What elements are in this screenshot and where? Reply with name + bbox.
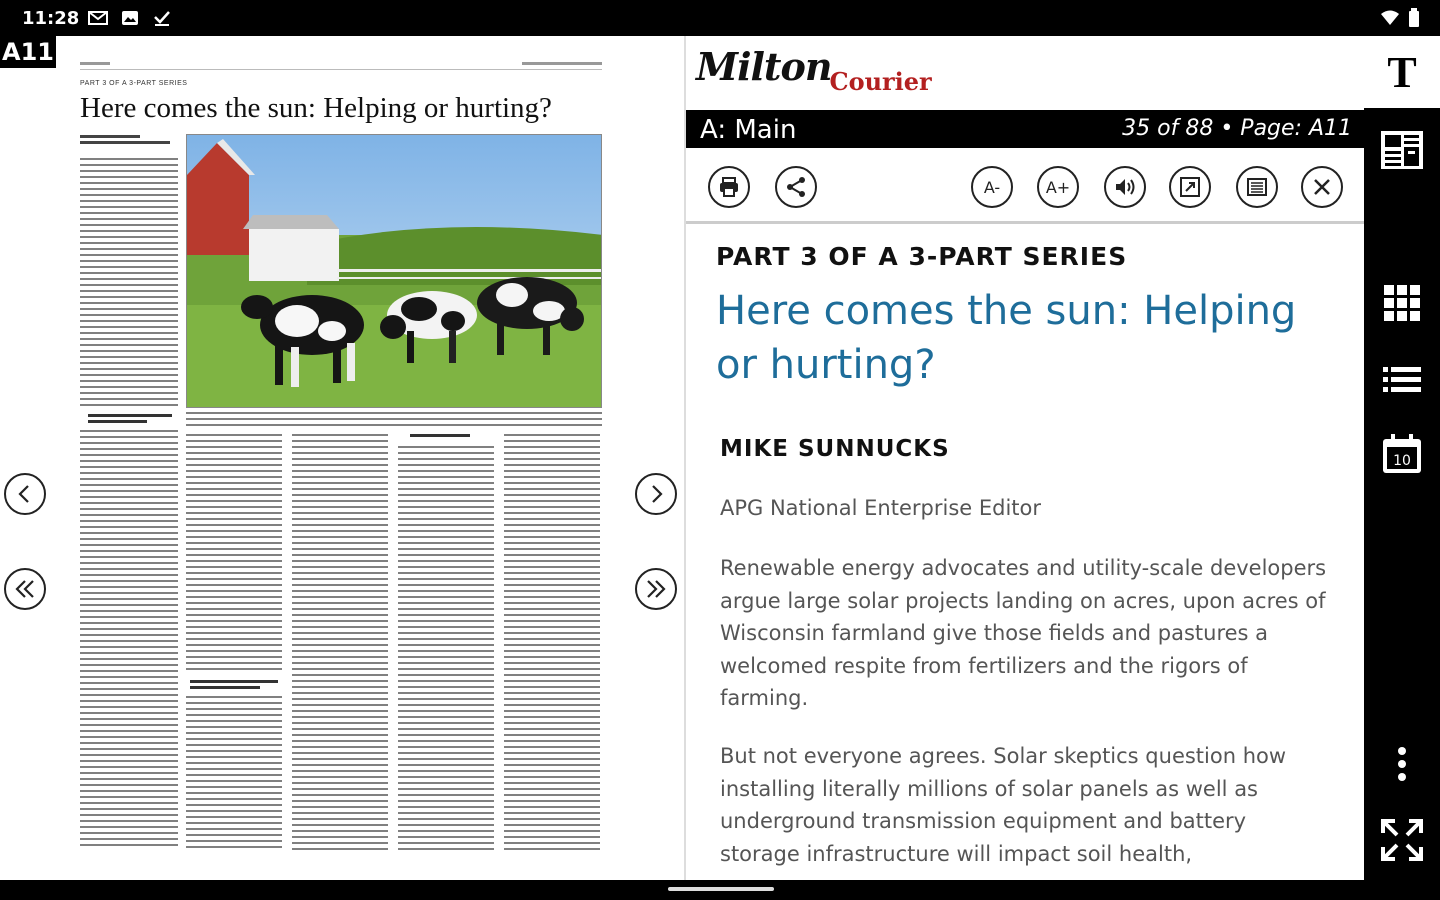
calendar-icon [1379, 431, 1425, 477]
text-column [504, 434, 600, 850]
article-reader[interactable] [684, 36, 1364, 880]
author-title: APG National Enterprise Editor [720, 496, 1042, 520]
text-column [80, 430, 178, 850]
column-subhead [88, 414, 172, 424]
page-info: 35 of 88 • Page: A11 [1122, 116, 1352, 141]
wifi-icon [1380, 9, 1400, 27]
read-aloud-button[interactable] [1104, 166, 1146, 208]
more-options-button[interactable] [1378, 740, 1426, 788]
article-paragraph: Renewable energy advocates and utility-scale developers argue large solar projects landing on acres, upon acres of Wisconsin farmland give those fields and pastures a welcomed respite from fertilizers and the rigors of farming. [720, 556, 1327, 710]
close-article-button[interactable] [1301, 166, 1343, 208]
newspaper-icon [1245, 175, 1269, 199]
notification-icons [88, 9, 172, 27]
print-button[interactable] [708, 166, 750, 208]
print-icon [717, 175, 741, 199]
logo-name: Milton [696, 44, 832, 89]
double-chevron-left-icon [14, 578, 36, 600]
status-bar [0, 0, 1440, 36]
section-bar [686, 110, 1364, 148]
page-header-rule [80, 62, 602, 70]
fullscreen-button[interactable] [1378, 816, 1426, 864]
text-column [398, 446, 494, 850]
publication-logo [696, 44, 932, 104]
text-mode-label: T [1387, 47, 1417, 97]
grid-icon [1379, 280, 1425, 326]
close-icon [1310, 175, 1334, 199]
article-author: MIKE SUNNUCKS [720, 436, 950, 462]
paper-kicker: PART 3 OF A 3-PART SERIES [80, 80, 188, 87]
image-icon [120, 9, 140, 27]
speaker-icon [1113, 175, 1137, 199]
chevron-left-icon [14, 483, 36, 505]
expand-page-icon [1178, 175, 1202, 199]
text-mode-button[interactable] [1364, 36, 1440, 108]
page-view-button[interactable] [1378, 126, 1426, 174]
newspaper-layout-icon [1379, 127, 1425, 173]
double-chevron-right-icon [645, 578, 667, 600]
newspaper-page-image[interactable] [80, 62, 602, 882]
more-vertical-icon [1379, 741, 1425, 787]
column-subhead [410, 434, 470, 444]
status-time: 11:28 [22, 8, 80, 29]
text-column [186, 434, 282, 674]
increase-font-button[interactable] [1037, 166, 1079, 208]
next-page-button[interactable] [635, 473, 677, 515]
calendar-button[interactable] [1378, 430, 1426, 478]
photo-caption [186, 412, 602, 428]
last-page-button[interactable] [635, 568, 677, 610]
sections-list-button[interactable] [1378, 356, 1426, 404]
column-subhead [190, 680, 278, 690]
share-button[interactable] [775, 166, 817, 208]
decrease-font-button[interactable] [971, 166, 1013, 208]
text-column [80, 158, 178, 408]
article-headline: Here comes the sun: Helping or hurting? [716, 288, 1297, 388]
fullscreen-icon [1379, 817, 1425, 863]
system-icons [1380, 8, 1420, 28]
increase-font-label: A+ [1045, 177, 1071, 197]
article-toolbar [686, 148, 1364, 224]
decrease-font-label: A- [983, 177, 1001, 197]
article-kicker: PART 3 OF A 3-PART SERIES [716, 242, 1128, 271]
cows-pasture-photo[interactable] [186, 134, 602, 408]
page-viewer[interactable] [0, 36, 684, 880]
article-paragraph: But not everyone agrees. Solar skeptics question how installing literally millions of solar panels as well as underground transmission equipment and battery storage infrastructure will impact soil health, [720, 744, 1287, 866]
text-column [292, 434, 388, 850]
home-gesture-handle[interactable] [668, 887, 774, 891]
photo-art [187, 135, 602, 408]
article-list-button[interactable] [1236, 166, 1278, 208]
system-nav-bar [0, 880, 1440, 900]
text-column [186, 696, 282, 850]
thumbnails-button[interactable] [1378, 279, 1426, 327]
download-done-icon [152, 9, 172, 27]
page-badge: A11 [0, 36, 56, 68]
section-name: A: Main [700, 115, 797, 145]
list-icon [1379, 357, 1425, 403]
previous-page-button[interactable] [4, 473, 46, 515]
logo-subname: Courier [829, 67, 932, 96]
paper-byline [80, 135, 178, 149]
battery-icon [1408, 8, 1420, 28]
paper-headline: Here comes the sun: Helping or hurting? [80, 92, 552, 124]
gmail-icon [88, 9, 108, 27]
calendar-day: 10 [1393, 453, 1411, 469]
first-page-button[interactable] [4, 568, 46, 610]
chevron-right-icon [645, 483, 667, 505]
view-on-page-button[interactable] [1169, 166, 1211, 208]
right-sidebar [1364, 36, 1440, 880]
share-icon [784, 175, 808, 199]
